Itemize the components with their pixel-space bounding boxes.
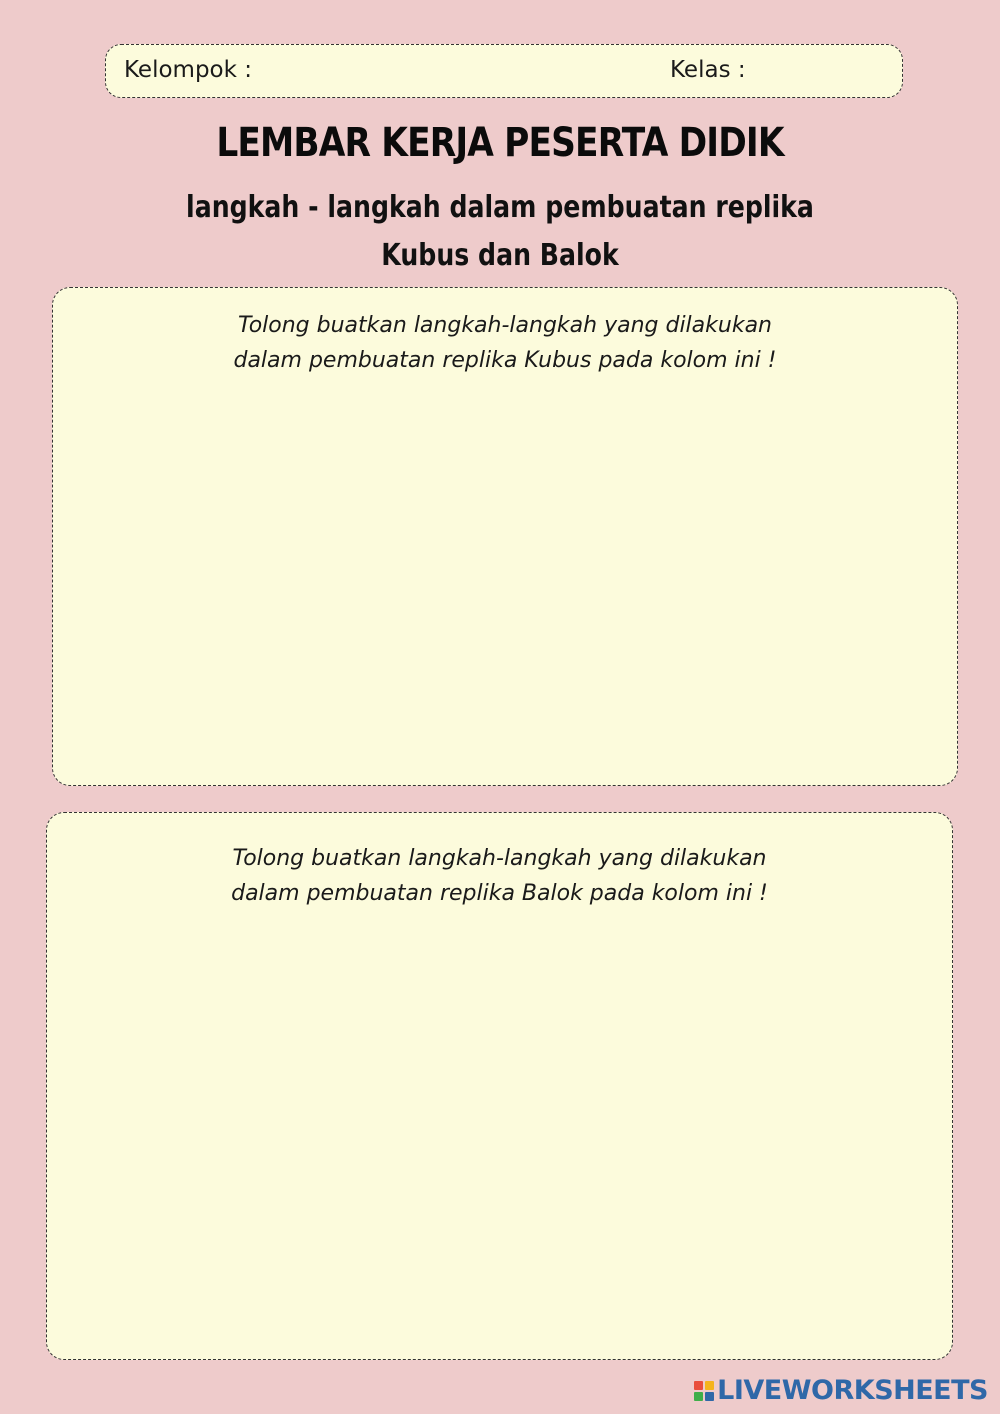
kubus-instruction-line-1: Tolong buatkan langkah-langkah yang dilakukan [237,313,772,338]
balok-answer-box[interactable] [46,812,953,1360]
kelompok-label: Kelompok : [124,57,253,83]
balok-instruction-line-2: dalam pembuatan replika Balok pada kolom ini ! [231,881,768,906]
logo-square-red [694,1381,703,1390]
subtitle-line-2: Kubus dan Balok [381,238,619,273]
page-title: LEMBAR KERJA PESERTA DIDIK [216,120,784,166]
logo-square-green [694,1392,703,1401]
liveworksheets-logo-icon [694,1381,714,1401]
logo-square-yellow [705,1381,714,1390]
kelas-label: Kelas : [670,57,746,83]
logo-square-blue [705,1392,714,1401]
header-box [105,44,903,98]
subtitle-line-1: langkah - langkah dalam pembuatan replika [186,190,814,225]
kubus-instruction-line-2: dalam pembuatan replika Kubus pada kolom ini ! [233,348,777,373]
kubus-instruction [53,308,957,378]
liveworksheets-logo-text: LIVEWORKSHEETS [717,1375,988,1406]
balok-instruction [47,841,952,911]
balok-instruction-line-1: Tolong buatkan langkah-langkah yang dilakukan [232,846,767,871]
kubus-answer-box[interactable] [52,287,958,786]
liveworksheets-logo [694,1375,988,1406]
